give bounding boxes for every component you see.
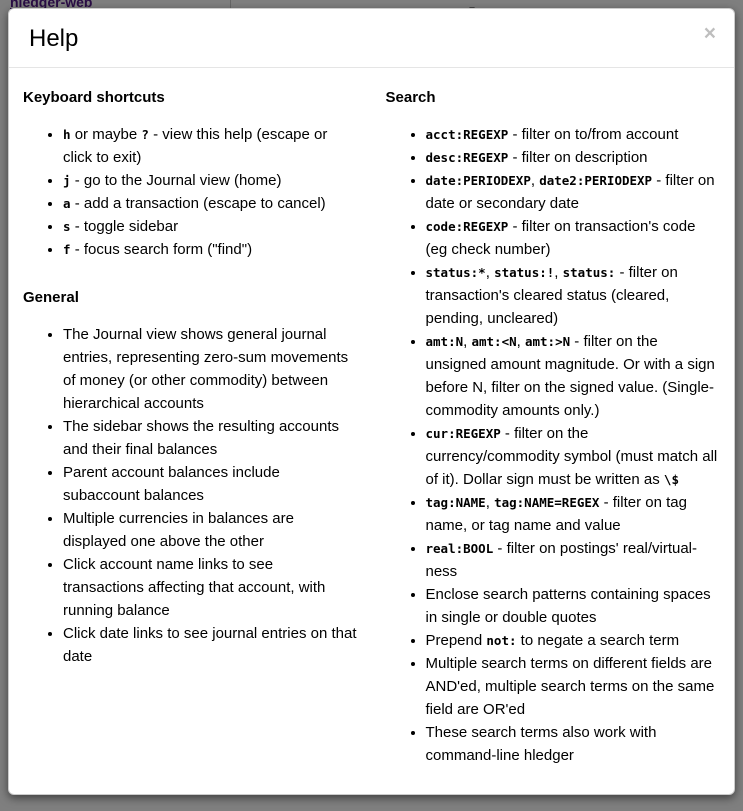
list-item: • j - go to the Journal view (home) bbox=[63, 169, 358, 192]
list-item: • Enclose search patterns containing spaces in single or double quotes bbox=[426, 583, 721, 629]
help-column-right bbox=[372, 68, 735, 767]
list-item: • tag:NAME, tag:NAME=REGEX - filter on tag name, or tag name and value bbox=[426, 491, 721, 537]
list-item: • Multiple currencies in balances are displayed one above the other bbox=[63, 507, 358, 553]
help-modal bbox=[8, 8, 735, 795]
code-token: j bbox=[63, 173, 71, 188]
list-item: • Parent account balances include subaccount balances bbox=[63, 461, 358, 507]
modal-header bbox=[9, 9, 734, 68]
code-token: acct:REGEXP bbox=[425, 127, 509, 142]
list-item: • acct:REGEXP - filter on to/from account bbox=[426, 123, 721, 146]
code-token: status: bbox=[562, 265, 616, 280]
help-list bbox=[23, 123, 358, 261]
help-list bbox=[386, 123, 721, 767]
list-item: • real:BOOL - filter on postings' real/virtual-ness bbox=[426, 537, 721, 583]
help-list bbox=[23, 323, 358, 668]
code-token: desc:REGEXP bbox=[425, 150, 509, 165]
list-item: • The Journal view shows general journal entries, representing zero-sum movements of money (or other commodity) between hierarchical accounts bbox=[63, 323, 358, 415]
section-heading: Search bbox=[385, 89, 436, 106]
code-token: code:REGEXP bbox=[425, 219, 509, 234]
list-item: • These search terms also work with command-line hledger bbox=[426, 721, 721, 767]
modal-body bbox=[9, 68, 734, 767]
list-item: • a - add a transaction (escape to cancel) bbox=[63, 192, 358, 215]
list-item: • date:PERIODEXP, date2:PERIODEXP - filter on date or secondary date bbox=[426, 169, 721, 215]
list-item: • Click date links to see journal entries on that date bbox=[63, 622, 358, 668]
code-token: ? bbox=[141, 127, 149, 142]
close-icon[interactable]: × bbox=[703, 22, 716, 45]
list-item: • cur:REGEXP - filter on the currency/commodity symbol (must match all of it). Dollar sign must be written as \$ bbox=[426, 422, 721, 491]
list-item: • amt:N, amt:<N, amt:>N - filter on the unsigned amount magnitude. Or with a sign before N, filter on the signed value. (Single-commodity amounts only.) bbox=[426, 330, 721, 422]
list-item: • Click account name links to see transactions affecting that account, with running balance bbox=[63, 553, 358, 622]
code-token: h bbox=[63, 127, 71, 142]
list-item: • The sidebar shows the resulting accounts and their final balances bbox=[63, 415, 358, 461]
code-token: not: bbox=[486, 633, 517, 648]
help-column-left bbox=[9, 68, 372, 668]
code-token: real:BOOL bbox=[425, 541, 494, 556]
code-token: cur:REGEXP bbox=[425, 426, 501, 441]
code-token: date2:PERIODEXP bbox=[539, 173, 653, 188]
code-token: \$ bbox=[663, 472, 679, 487]
section-heading: General bbox=[23, 289, 79, 306]
code-token: a bbox=[63, 196, 71, 211]
code-token: tag:NAME=REGEX bbox=[494, 495, 600, 510]
list-item: • s - toggle sidebar bbox=[63, 215, 358, 238]
list-item: • Multiple search terms on different fields are AND'ed, multiple search terms on the same field are OR'ed bbox=[426, 652, 721, 721]
section-heading: Keyboard shortcuts bbox=[23, 89, 165, 106]
list-item: • h or maybe ? - view this help (escape or click to exit) bbox=[63, 123, 358, 169]
code-token: amt:N bbox=[425, 334, 464, 349]
code-token: status:! bbox=[494, 265, 555, 280]
list-item: • desc:REGEXP - filter on description bbox=[426, 146, 721, 169]
code-token: amt:>N bbox=[524, 334, 571, 349]
list-item: • Prepend not: to negate a search term bbox=[426, 629, 721, 652]
code-token: s bbox=[63, 219, 71, 234]
list-item: • code:REGEXP - filter on transaction's code (eg check number) bbox=[426, 215, 721, 261]
code-token: date:PERIODEXP bbox=[425, 173, 531, 188]
list-item: • f - focus search form ("find") bbox=[63, 238, 358, 261]
code-token: amt:<N bbox=[471, 334, 517, 349]
code-token: f bbox=[63, 242, 71, 257]
list-item: • status:*, status:!, status: - filter on transaction's cleared status (cleared, pending, uncleared) bbox=[426, 261, 721, 330]
modal-title: Help bbox=[29, 25, 79, 52]
code-token: status:* bbox=[425, 265, 486, 280]
code-token: tag:NAME bbox=[425, 495, 486, 510]
